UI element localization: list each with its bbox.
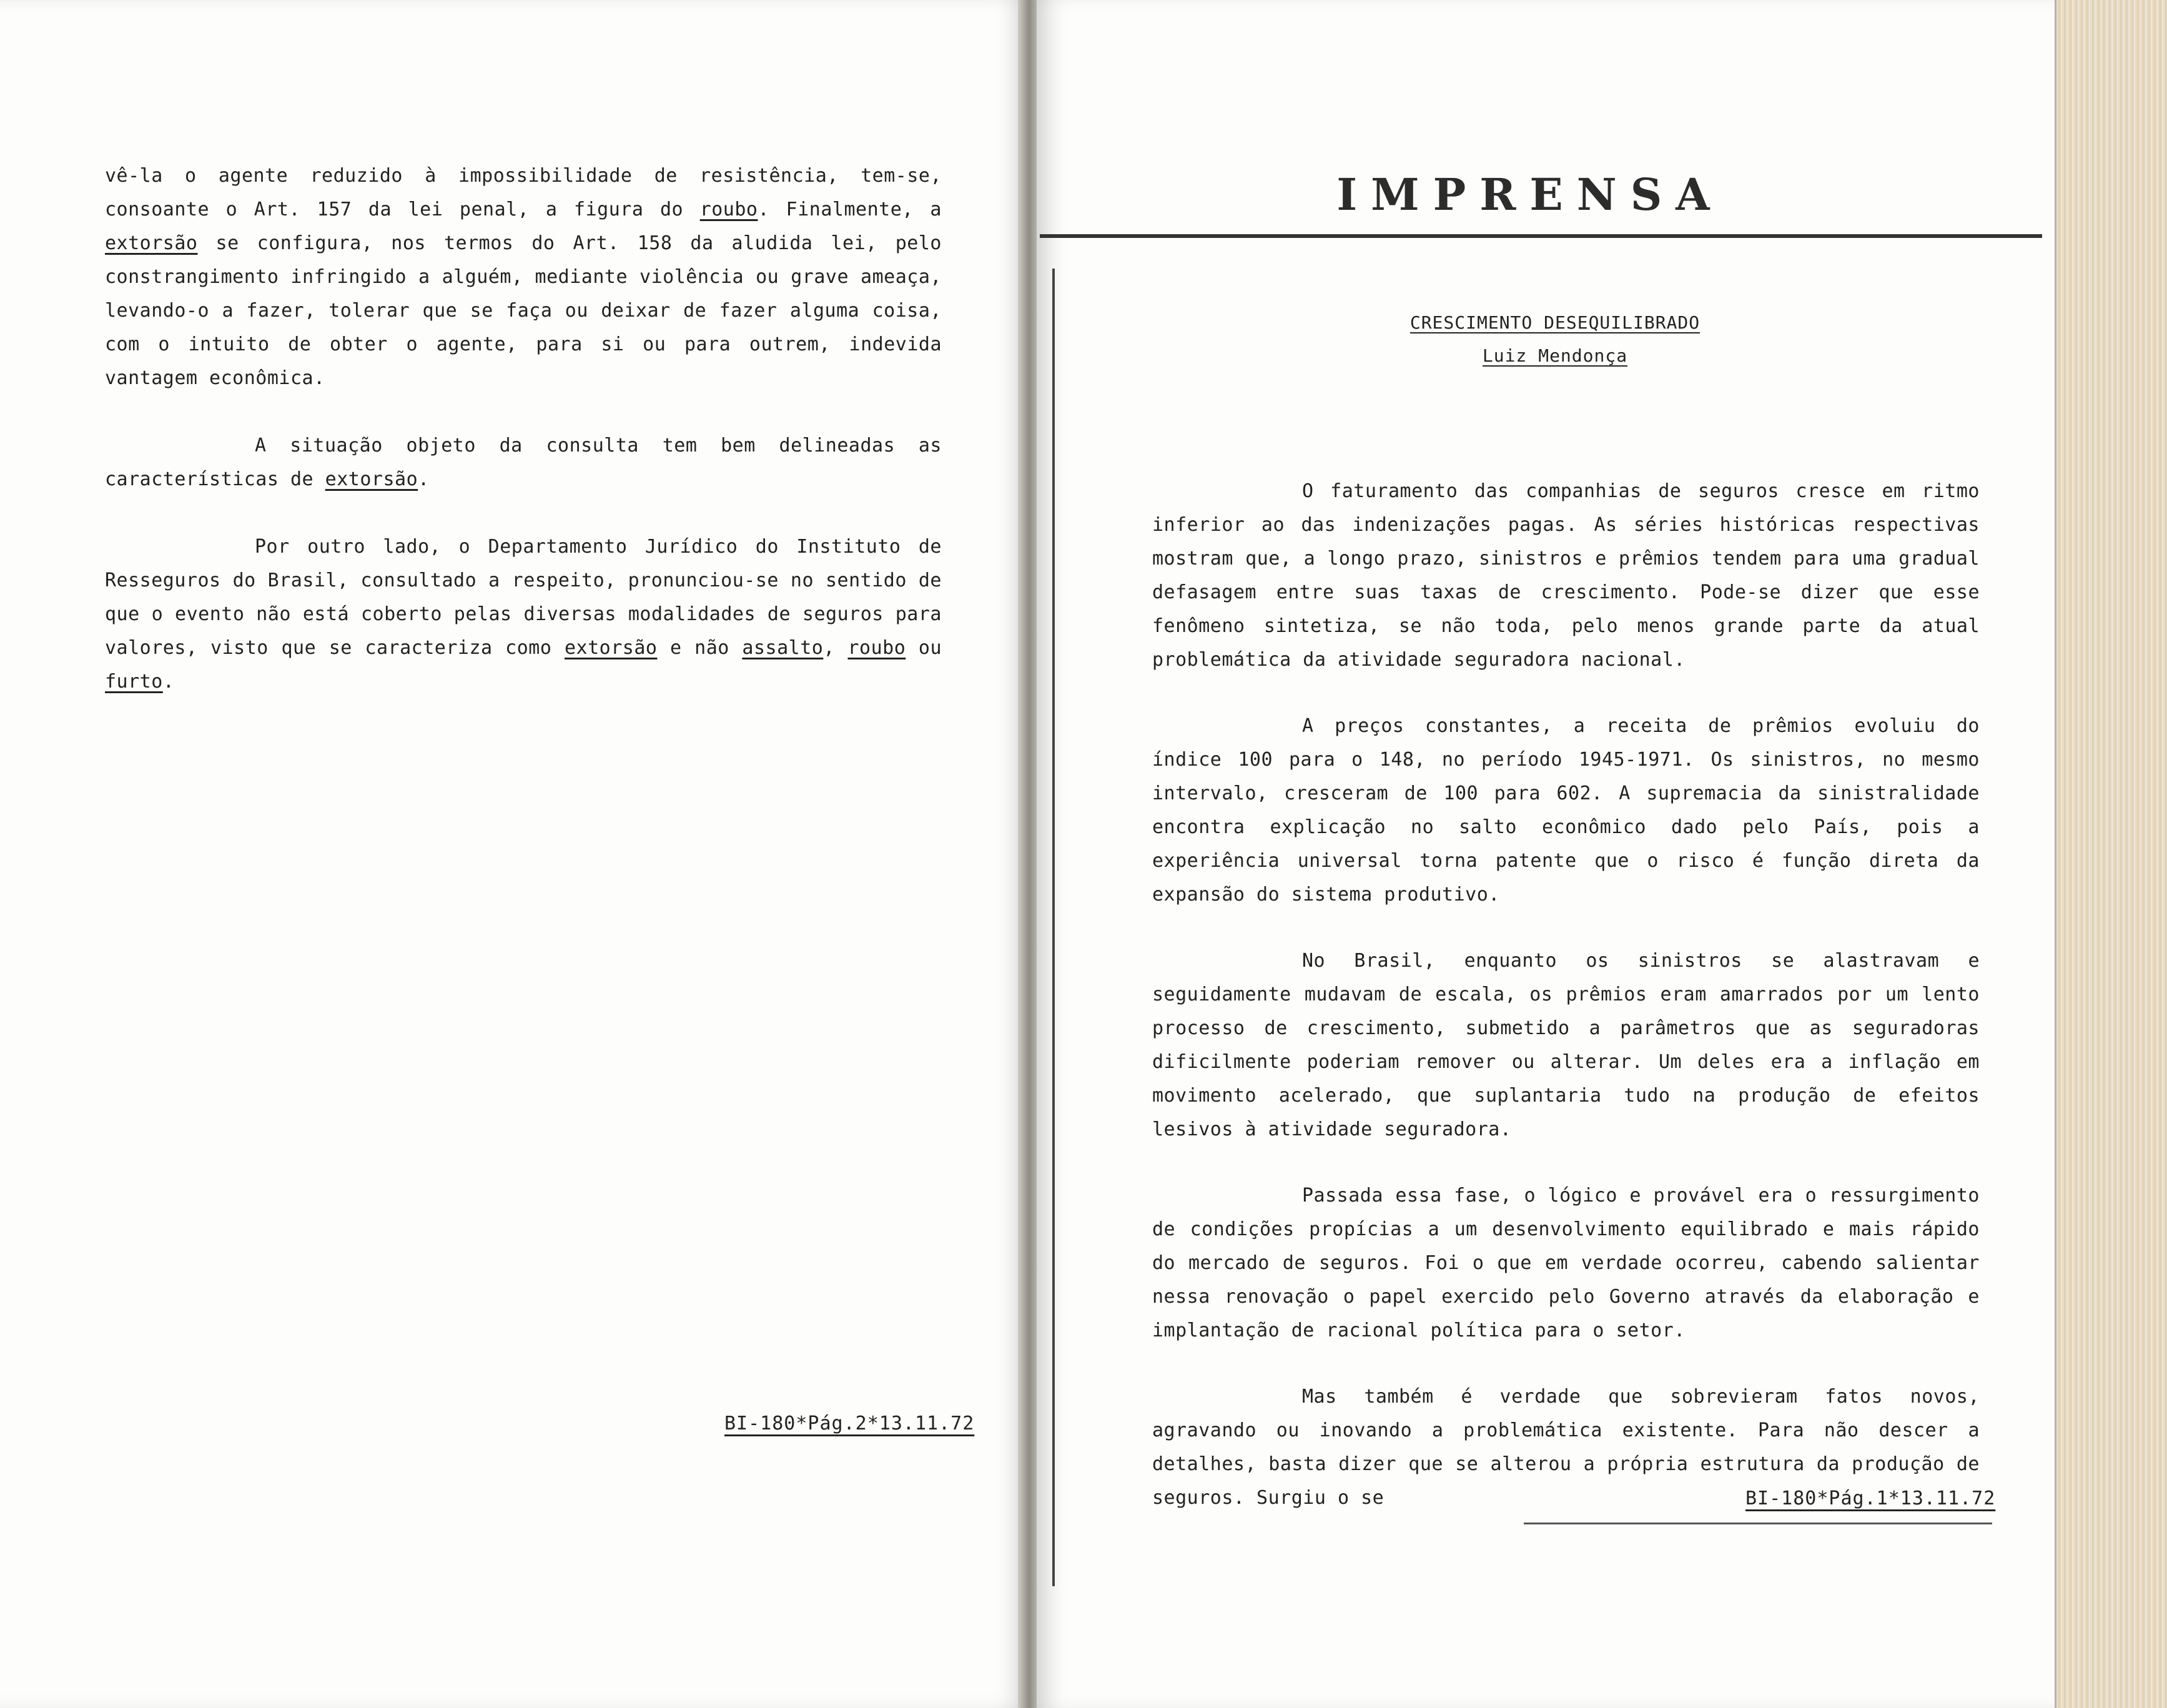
text-run: Passada essa fase, o lógico e provável era o ressurgimento de condições propícias a um desenvolvimento equilibrado e mais rápido do mercado de seguros. Foi o que em verdade ocorreu, cabendo salientar nessa renovação o papel exercido pelo Governo através da elaboração e implantação de racional política para o setor.: [1152, 1185, 1980, 1341]
left-page-footer: BI-180*Pág.2*13.11.72: [724, 1413, 975, 1434]
footer-rule: [1524, 1523, 1992, 1524]
text-run: se configura, nos termos do Art. 158 da aludida lei, pelo constrangimento infringido a alguém, mediante violência ou grave ameaça, levando-o a fazer, tolerar que se faça ou deixar de fazer alguma coisa, com o intuito de obter o agente, para si ou para outrem, indevida vantagem econômica.: [105, 232, 942, 389]
underlined-term: extorsão: [105, 232, 198, 254]
paragraph: [1152, 1179, 1980, 1348]
text-run: A situação objeto da consulta tem bem delineadas as características de: [105, 435, 942, 490]
underlined-term: extorsão: [564, 637, 658, 659]
text-run: e não: [657, 637, 743, 659]
article-title: CRESCIMENTO DESEQUILIBRADO: [1409, 312, 1701, 333]
text-run: A preços constantes, a receita de prêmios evoluiu do índice 100 para o 148, no período 1945-1971. Os sinistros, no mesmo intervalo, cresceram de 100 para 602. A supremacia da sinistralidade encontra explicação no salto econômico dado pelo País, pois a experiência universal torna patente que o risco é função direta da expansão do sistema produtivo.: [1152, 715, 1980, 906]
section-title: IMPRENSA: [1336, 169, 1724, 220]
margin-rule: [1052, 269, 1055, 1586]
text-run: No Brasil, enquanto os sinistros se alastravam e seguidamente mudavam de escala, os prêmios eram amarrados por um lento processo de crescimento, submetido a parâmetros que as seguradoras dificilmente poderiam remover ou alterar. Um deles era a inflação em movimento acelerado, que suplantaria tudo na produção de efeitos lesivos à atividade seguradora.: [1152, 950, 1980, 1140]
article-title-line: [1243, 312, 1867, 333]
text-run: O faturamento das companhias de seguros cresce em ritmo inferior ao das indenizações pagas. As séries históricas respectivas mostram que, a longo prazo, sinistros e prêmios tendem para uma gradual defasagem entre suas taxas de crescimento. Pode-se dizer que esse fenômeno sintetiza, se não toda, pelo menos grande parte da atual problemática da atividade seguradora nacional.: [1152, 480, 1980, 671]
paragraph: [105, 530, 942, 699]
section-rule: [1040, 234, 2042, 238]
article-author-line: [1243, 345, 1867, 366]
underlined-term: roubo: [699, 199, 758, 220]
text-run: . Finalmente, a: [758, 199, 942, 220]
text-run: Mas também é verdade que sobrevieram fatos novos, agravando ou inovando a problemática existente. Para não descer a detalhes, basta dizer que se alterou a própria estrutura da produção de seguros. Surgiu o se: [1152, 1386, 1980, 1509]
article-author: Luiz Mendonça: [1482, 345, 1628, 366]
left-page: [0, 0, 1027, 1708]
text-run: ou: [906, 637, 942, 659]
paragraph: [105, 159, 942, 395]
paragraph: [1152, 709, 1980, 912]
right-page-body: [1152, 475, 1980, 1548]
text-run: .: [162, 671, 175, 693]
text-run: .: [418, 468, 430, 490]
paragraph: [1152, 475, 1980, 677]
underlined-term: roubo: [847, 637, 906, 659]
underlined-term: assalto: [742, 637, 824, 659]
text-run: vê-la o agente reduzido à impossibilidade de resistência, tem-se, consoante o Art. 157 da lei penal, a figura do: [105, 165, 942, 220]
paragraph: [105, 429, 942, 496]
text-run: Por outro lado, o Departamento Jurídico do Instituto de Resseguros do Brasil, consultado a respeito, pronunciou-se no sentido de que o evento não está coberto pelas diversas modalidades de seguros para valores, visto que se caracteriza como: [105, 536, 942, 659]
underlined-term: extorsão: [325, 468, 418, 490]
right-page-footer: BI-180*Pág.1*13.11.72: [1745, 1488, 1996, 1509]
page-edges: [2055, 0, 2167, 1708]
underlined-term: furto: [105, 671, 163, 693]
text-run: ,: [823, 637, 848, 659]
left-page-body: [105, 159, 942, 733]
paragraph: [1152, 944, 1980, 1147]
